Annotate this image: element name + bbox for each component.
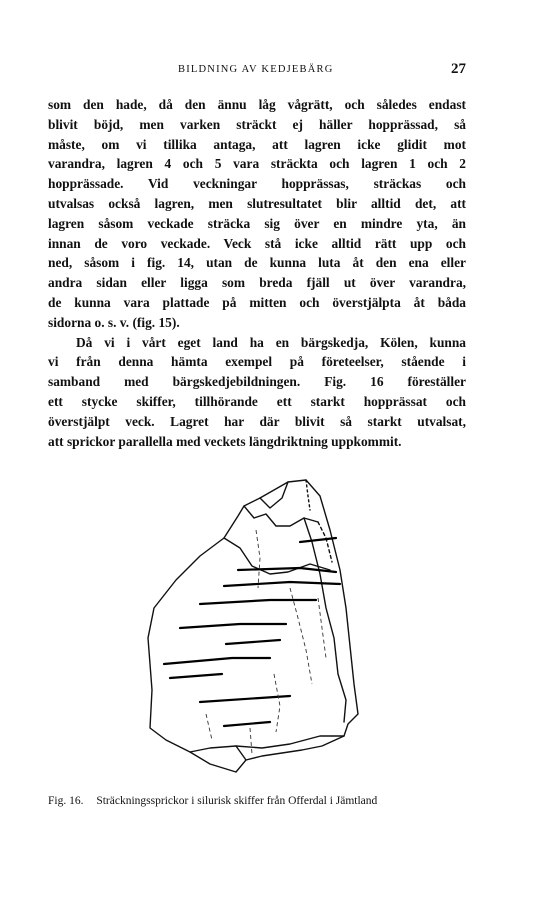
text-line: överstjälpt veck. Lagret har där blivit så starkt utvalsat, <box>48 413 466 429</box>
text-line: som den hade, då den ännu låg vågrätt, och således endast <box>48 97 466 112</box>
running-title: BILDNING AV KEDJEBÄRG <box>178 64 334 75</box>
caption-text: Sträckningssprickor i silurisk skiffer från Offerdal i Jämtland <box>96 795 378 807</box>
text-line: att sprickor parallella med veckets längdriktning uppkommit. <box>48 433 402 449</box>
figure-caption <box>48 795 468 807</box>
page-number: 27 <box>451 61 466 77</box>
paragraph-2 <box>48 333 466 452</box>
text-line: utvalsas också lagren, men slutresultatet blir alltid det, att <box>48 195 466 211</box>
text-line: innan de voro veckade. Veck stå icke alltid rätt upp och <box>48 235 466 251</box>
body-text <box>48 95 466 451</box>
text-line: sidorna o. s. v. (fig. 15). <box>48 314 180 330</box>
text-line: måste, om vi tillika antaga, att lagren icke glidit mot <box>48 136 466 152</box>
shale-rock-illustration-icon <box>140 478 380 778</box>
text-line: blivit böjd, men varken sträckt ej häller hopprässad, så <box>48 116 466 132</box>
text-line: andra sidan eller ligga som breda fjäll ut över varandra, <box>48 275 466 291</box>
text-line: varandra, lagren 4 och 5 vara sträckta och lagren 1 och 2 <box>48 156 466 172</box>
text-line: samband med bärgskedjebildningen. Fig. 16 föreställer <box>48 374 466 390</box>
paragraph-1 <box>48 95 466 333</box>
text-line: Då vi i vårt eget land ha en bärgskedja, Kölen, kunna <box>76 334 466 350</box>
text-line: ett stycke skiffer, tillhörande ett starkt hopprässat och <box>48 393 466 409</box>
figure-16 <box>140 478 380 778</box>
caption-label: Fig. 16. <box>48 795 84 807</box>
text-line: vi från denna hämta exempel på företeelser, stående i <box>48 354 466 370</box>
running-head <box>48 61 466 82</box>
text-line: hopprässade. Vid veckningar hopprässas, sträckas och <box>48 176 466 192</box>
text-line: lagren såsom veckade sträcka sig över en mindre yta, än <box>48 215 466 231</box>
text-line: de kunna vara plattade på mitten och överstjälpta åt båda <box>48 294 466 310</box>
text-line: ned, såsom i fig. 14, utan de kunna luta åt den ena eller <box>48 255 466 271</box>
